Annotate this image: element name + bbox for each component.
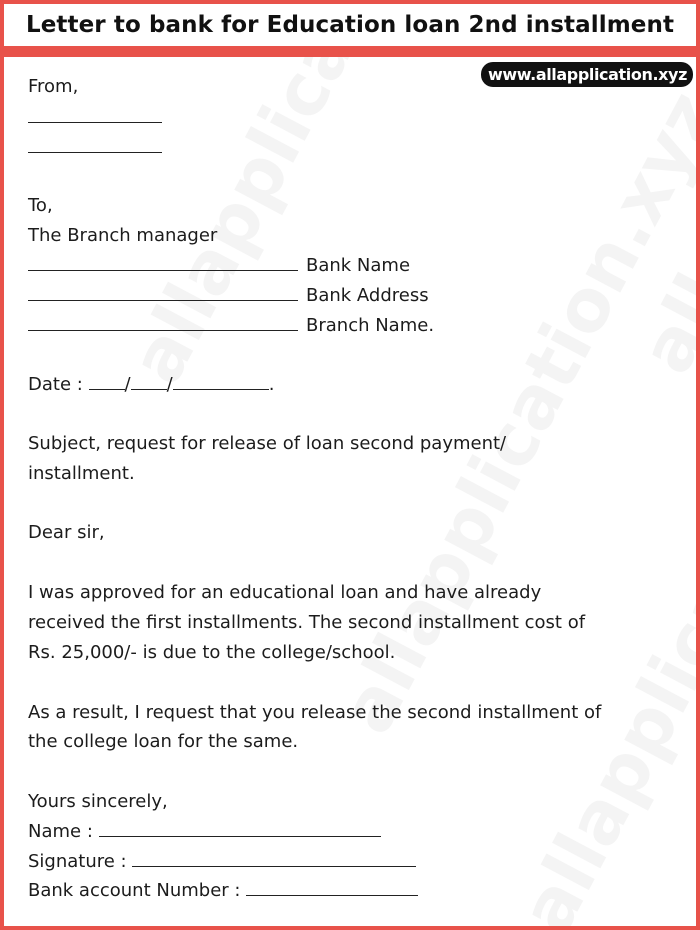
from-blank-2 — [28, 136, 162, 159]
title-bar — [4, 4, 696, 46]
bank-name-label: Bank Name — [306, 255, 411, 276]
paragraph-2-line-1: As a result, I request that you release the second installment of — [28, 702, 602, 723]
subject-line-1: Subject, request for release of loan second payment/ — [28, 433, 507, 454]
account-line — [28, 879, 418, 902]
paragraph-1-line-3: Rs. 25,000/- is due to the college/school. — [28, 642, 396, 663]
paragraph-1-line-1: I was approved for an educational loan and have already — [28, 582, 542, 603]
date-separator: / — [166, 374, 173, 395]
bank-address-label: Bank Address — [306, 285, 429, 306]
signature-label: Signature : — [28, 851, 127, 872]
page-title: Letter to bank for Education loan 2nd installment — [25, 12, 675, 38]
bank-address-line — [28, 284, 429, 307]
to-label: To, — [28, 195, 53, 216]
paragraph-1-line-2: received the first installments. The second installment cost of — [28, 612, 586, 633]
recipient: The Branch manager — [28, 225, 218, 246]
watermark — [624, 57, 696, 386]
date-line — [28, 373, 274, 396]
branch-name-label: Branch Name. — [306, 315, 435, 336]
date-separator: / — [124, 374, 131, 395]
paragraph-2-line-2: the college loan for the same. — [28, 731, 299, 752]
signature-line — [28, 850, 416, 873]
site-badge: www.allapplication.xyz — [481, 62, 693, 87]
salutation: Dear sir, — [28, 522, 105, 543]
name-label: Name : — [28, 821, 93, 842]
closing: Yours sincerely, — [28, 791, 168, 812]
account-label: Bank account Number : — [28, 880, 241, 901]
name-line — [28, 820, 381, 843]
subject-line-2: installment. — [28, 463, 135, 484]
date-end: . — [268, 374, 275, 395]
from-blank-1 — [28, 106, 162, 129]
bank-name-line — [28, 254, 410, 277]
from-label: From, — [28, 76, 79, 97]
date-label: Date : — [28, 374, 83, 395]
letter-body — [4, 57, 696, 926]
branch-name-line — [28, 314, 434, 337]
